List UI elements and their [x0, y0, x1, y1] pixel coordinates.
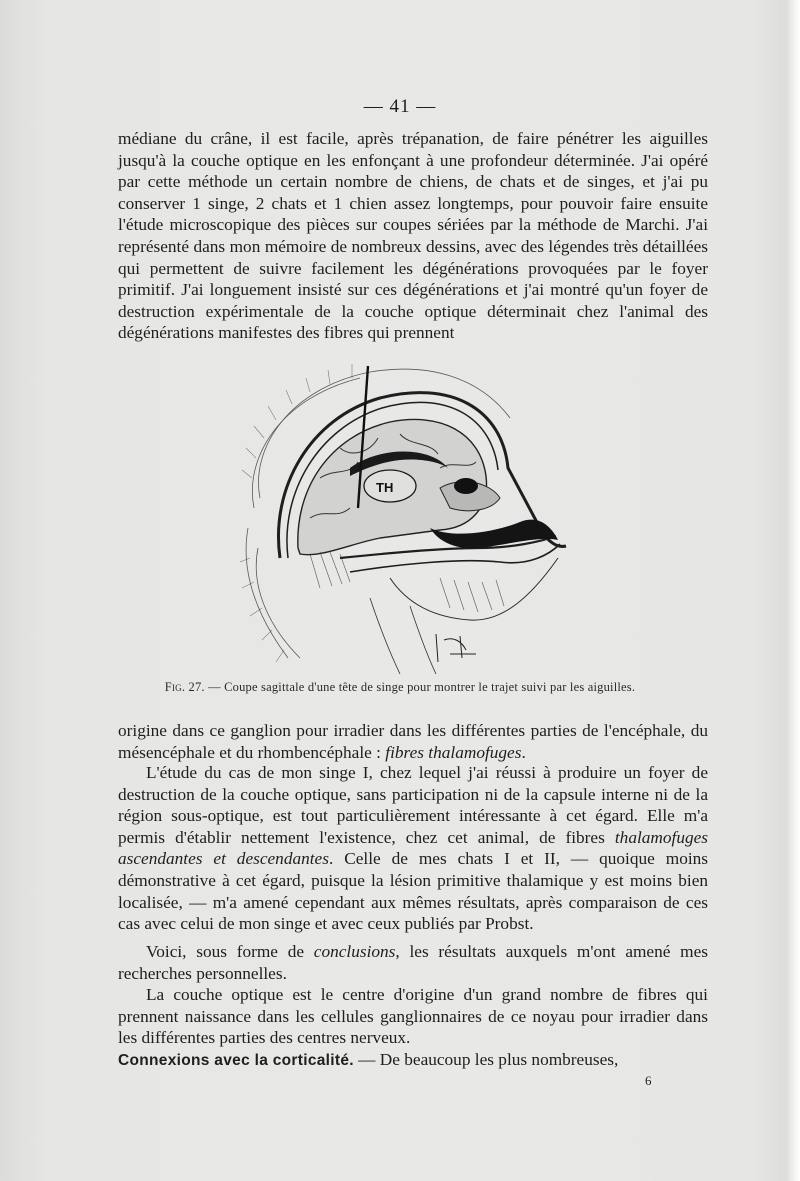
paragraph-3-part-b: . Celle de mes chats I et II, — quoique moins démonstrative à cet égard, puisque la lésion primitive thalamique y est moins bien localisée, — m'a amené cependant aux mêmes résultats, après comparaison de ces cas avec celui de mon singe et avec ceux publiés par Probst. — [118, 849, 708, 934]
paragraph-4 — [118, 941, 708, 984]
paragraph-6-text: — De beaucoup les plus nombreuses, — [353, 1050, 619, 1069]
paragraph-3-part-a: L'étude du cas de mon singe I, chez lequel j'ai réussi à produire un foyer de destruction de la couche optique, sans participation ni de la capsule interne ni de la région sous-optique, est tout particulièrement intéressante à cet égard. Elle m'a permis d'établir nettement l'existence, chez cet animal, de fibres — [118, 763, 708, 847]
paragraph-3 — [118, 762, 708, 935]
monkey-head-illustration — [240, 358, 570, 674]
page-number: — 41 — — [363, 96, 437, 117]
paragraph-4-part-a: Voici, sous forme de — [146, 942, 314, 961]
paragraph-1: médiane du crâne, il est facile, après trépanation, de faire pénétrer les aiguilles jusqu'à la couche optique en les enfonçant à une profondeur déterminée. J'ai opéré par cette méthode un certain nombre de chiens, de chats et de singes, et j'ai pu conserver 1 singe, 2 chats et 1 chien assez longtemps, pour pouvoir faire ensuite l'étude microscopique des pièces sur coupes sériées par la méthode de Marchi. J'ai représenté dans mon mémoire de nombreux dessins, avec des légendes très détaillées qui permettent de suivre facilement les dégénérations provoquées par le foyer primitif. J'ai longuement insisté sur ces dégénérations et j'ai montré qu'un foyer de destruction expérimentale de la couche optique déterminait chez l'animal des dégénérations manifestes des fibres qui prennent — [118, 129, 708, 343]
figure-number: Fig. 27. — [164, 680, 205, 694]
paragraph-2-text: origine dans ce ganglion pour irradier dans les différentes parties de l'encéphale, du mésencéphale et du rhombencéphale : — [118, 721, 708, 762]
signature-number: 6 — [645, 1073, 652, 1088]
paragraph-3-emphasis: thalamofuges ascendantes et descendantes — [118, 827, 708, 869]
figure-caption-text: — Coupe sagittale d'une tête de singe pour montrer le trajet suivi par les aiguilles. — [208, 680, 636, 694]
paragraph-4-emphasis: conclusions — [313, 942, 396, 961]
figure-caption — [0, 680, 800, 695]
thalamus-label: TH — [376, 480, 394, 495]
paragraph-5: La couche optique est le centre d'origine d'un grand nombre de fibres qui prennent naissance dans les cellules ganglionnaires de ce noyau pour irradier dans les différentes parties des centres nerveux. — [118, 985, 708, 1048]
paragraph-2-emphasis: fibres thalamofuges — [385, 742, 522, 762]
section-heading: Connexions avec la corticalité. — [118, 1052, 354, 1069]
paragraph-2-end: . — [521, 742, 526, 762]
page-edge — [786, 0, 800, 1181]
figure-monkey-head-section — [240, 358, 570, 674]
paragraph-6 — [118, 1049, 708, 1072]
paragraph-2 — [118, 720, 708, 763]
paragraph-4-part-b: , les résultats auxquels m'ont amené mes recherches personnelles. — [118, 942, 709, 983]
